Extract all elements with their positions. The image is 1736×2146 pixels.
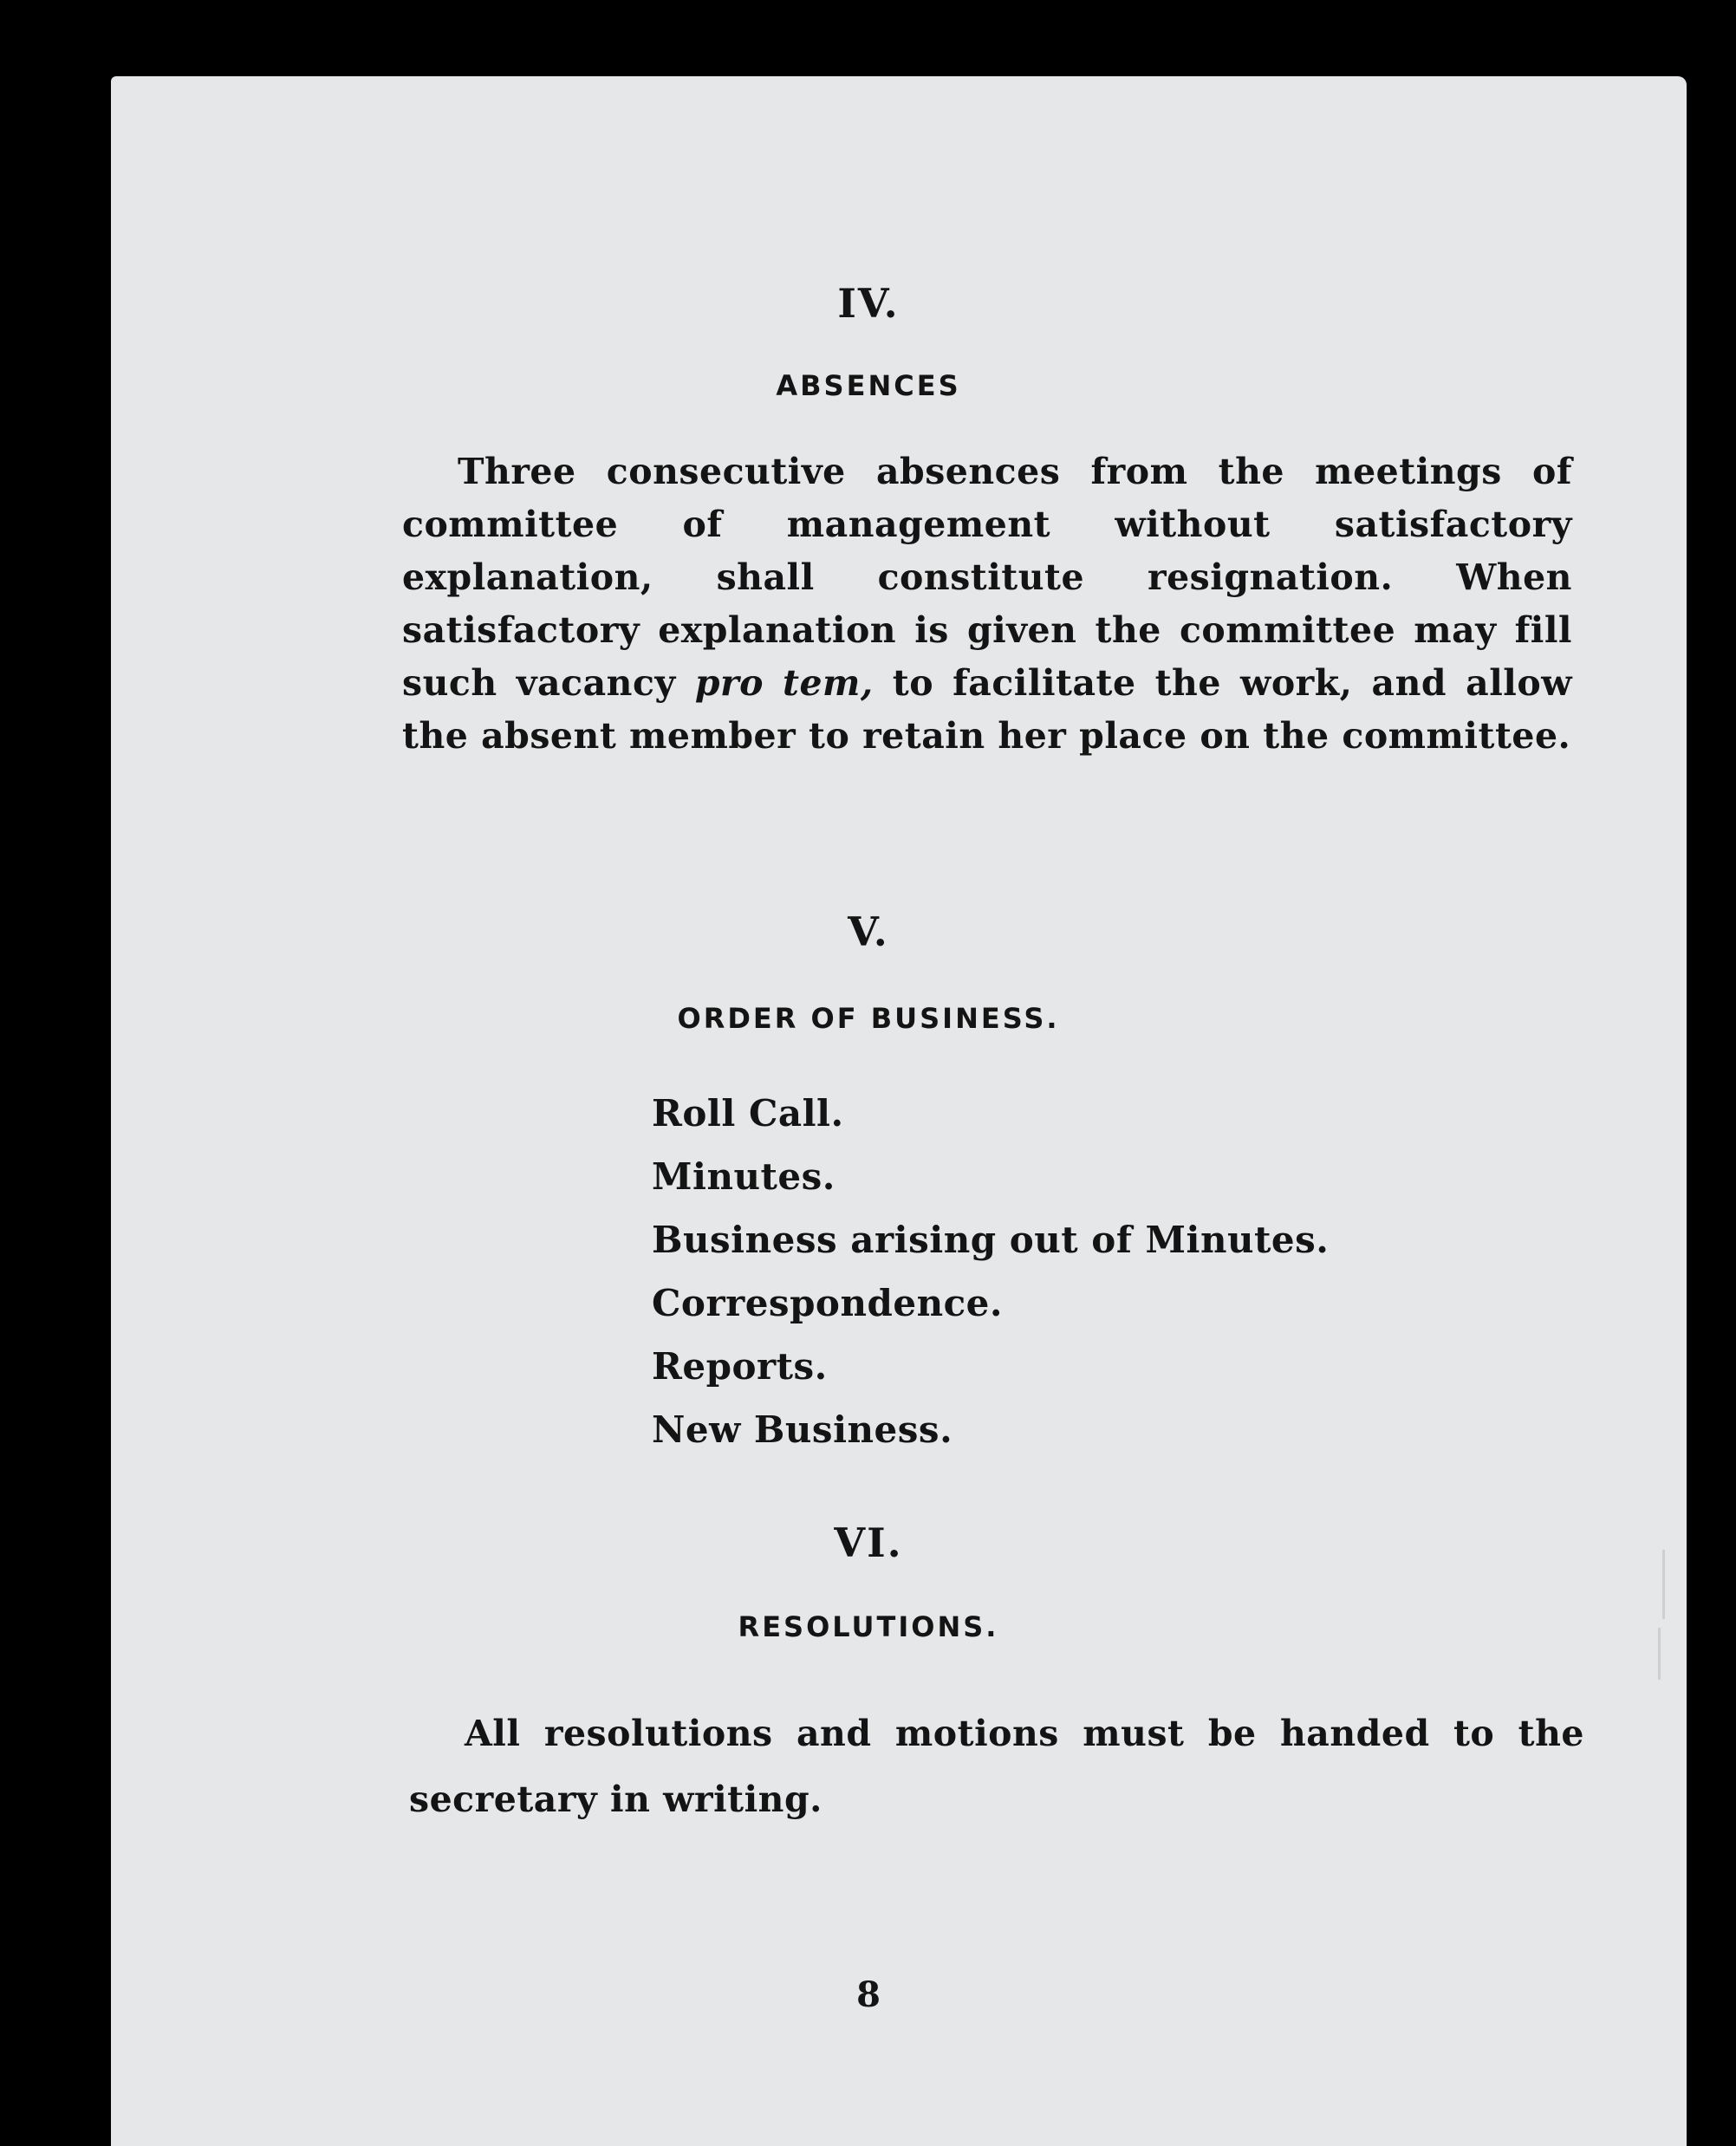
section-vi-title: RESOLUTIONS. bbox=[738, 1610, 999, 1643]
section-iv-paragraph bbox=[402, 445, 1572, 763]
list-item: Roll Call. bbox=[652, 1092, 844, 1135]
paper-sheet bbox=[111, 76, 1687, 2146]
order-of-business-list bbox=[652, 1082, 1329, 1461]
list-item: Minutes. bbox=[652, 1155, 835, 1198]
scan-artifact bbox=[1662, 1550, 1665, 1619]
section-v-title: ORDER OF BUSINESS. bbox=[677, 1002, 1060, 1035]
section-vi-number: VI. bbox=[834, 1519, 903, 1566]
section-vi-text: All resolutions and motions must be handed to the secretary in writing. bbox=[409, 1713, 1584, 1820]
section-iv-text-end: to facilitate the work, and allow the absent member to retain her place on the committee. bbox=[402, 662, 1572, 757]
section-iv-number: IV. bbox=[837, 280, 900, 327]
section-iv-text-start: Three consecutive absences from the meetings of committee of management without satisfactory explanation, shall constitute resignation. When satisfactory explanation is given the committee may fill such vacancy bbox=[402, 451, 1572, 704]
list-item: Business arising out of Minutes. bbox=[652, 1219, 1330, 1261]
section-iv-title: ABSENCES bbox=[776, 369, 961, 402]
list-item: Correspondence. bbox=[652, 1282, 1004, 1324]
scan-artifact bbox=[1658, 1628, 1661, 1680]
section-iv-italic-term: pro tem, bbox=[694, 662, 874, 704]
page-number: 8 bbox=[856, 1974, 881, 2015]
section-vi-paragraph bbox=[409, 1701, 1584, 1832]
list-item: New Business. bbox=[652, 1408, 953, 1451]
section-v-number: V. bbox=[848, 908, 889, 955]
list-item: Reports. bbox=[652, 1345, 828, 1388]
